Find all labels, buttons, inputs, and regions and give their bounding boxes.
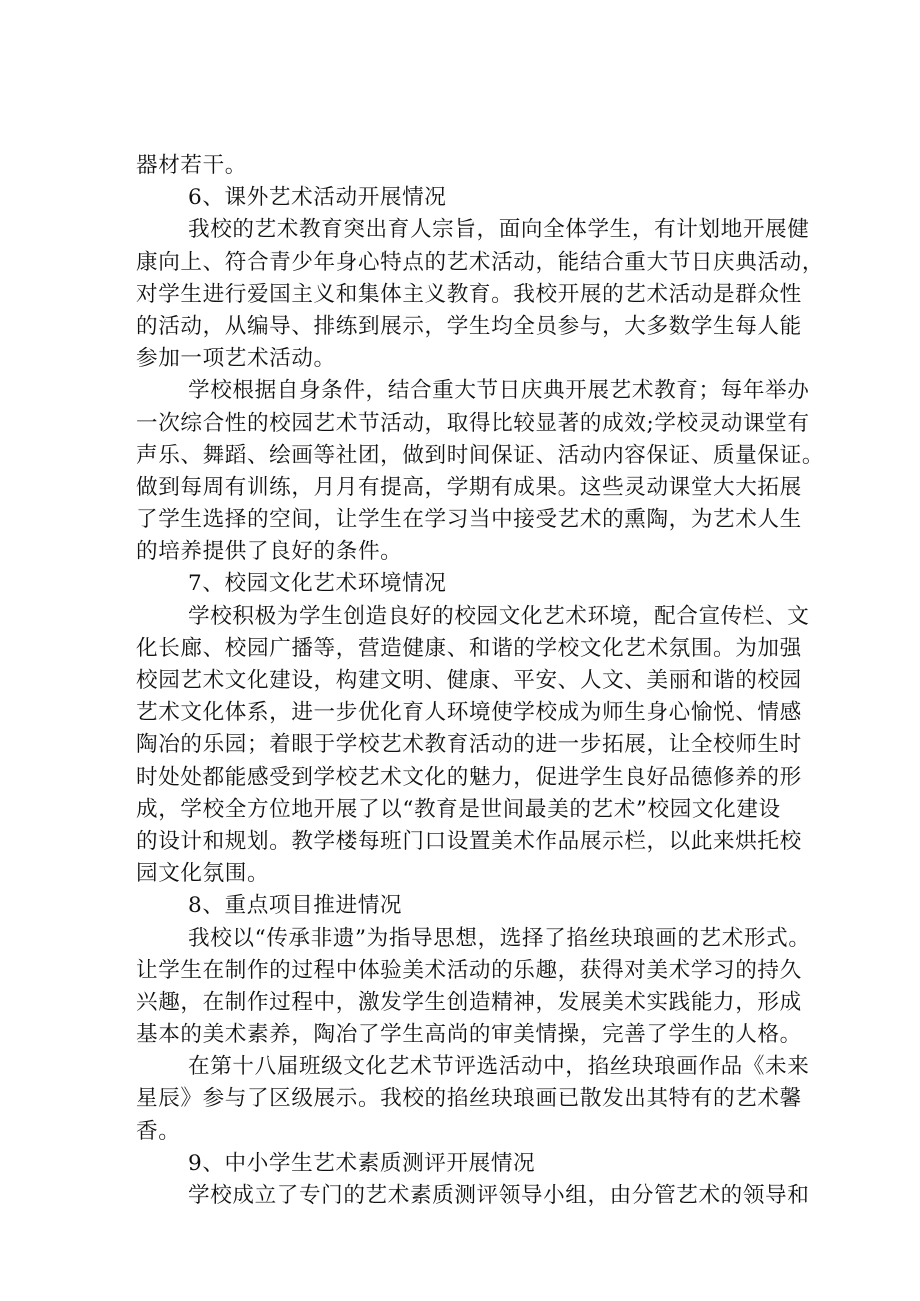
document-body: [136, 150, 825, 1212]
text-line: 我校以“传承非遗”为指导思想，选择了掐丝玦琅画的艺术形式。: [188, 925, 811, 951]
text-line: 的培养提供了良好的条件。: [136, 539, 403, 565]
text-line: 7、校园文化艺术环境情况: [188, 571, 447, 597]
text-line: 做到每周有训练，月月有提高，学期有成果。这些灵动课堂大大拓展: [136, 474, 802, 500]
text-line: 校园艺术文化建设，构建文明、健康、平安、人文、美丽和谐的校园: [136, 668, 802, 693]
text-line: 香。: [136, 1118, 181, 1144]
text-line: 我校的艺术教育突出育人宗旨，面向全体学生，有计划地开展健: [188, 217, 810, 243]
text-line: 了学生选择的空间，让学生在学习当中接受艺术的熏陶，为艺术人生: [136, 507, 802, 533]
text-line: 8、重点项目推进情况: [188, 893, 403, 919]
text-line: 在第十八届班级文化艺术节评选活动中，掐丝玦琅画作品《未来: [188, 1054, 810, 1080]
text-line: 时处处都能感受到学校艺术文化的魅力，促进学生良好品德修养的形: [136, 764, 802, 790]
text-line: 学校积极为学生创造良好的校园文化艺术环境，配合宣传栏、文: [188, 603, 810, 629]
text-line: 器材若干。: [136, 153, 247, 178]
text-line: 艺术文化体系，进一步优化育人环境使学校成为师生身心愉悦、情感: [136, 700, 802, 726]
text-line: 兴趣，在制作过程中，激发学生创造精神，发展美术实践能力，形成: [136, 989, 802, 1015]
text-line: 成，学校全方位地开展了以“教育是世间最美的艺术”校园文化建设: [136, 796, 781, 822]
text-line: 对学生进行爱国主义和集体主义教育。我校开展的艺术活动是群众性: [136, 281, 802, 307]
text-line: 声乐、舞蹈、绘画等社团，做到时间保证、活动内容保证、质量保证。: [136, 442, 825, 468]
text-line: 的设计和规划。教学楼每班门口设置美术作品展示栏，以此来烘托校: [136, 828, 802, 854]
text-line: 陶冶的乐园；着眼于学校艺术教育活动的进一步拓展，让全校师生时: [136, 732, 802, 758]
text-line: 园文化氛围。: [136, 861, 270, 887]
text-line: 让学生在制作的过程中体验美术活动的乐趣，获得对美术学习的持久: [136, 957, 802, 983]
text-line: 星辰》参与了区级展示。我校的掐丝玦琅画已散发出其特有的艺术馨: [136, 1086, 802, 1112]
text-line: 基本的美术素养，陶冶了学生高尚的审美情操，完善了学生的人格。: [136, 1022, 802, 1048]
text-line: 一次综合性的校园艺术节活动，取得比较显著的成效;学校灵动课堂有: [136, 410, 810, 436]
text-line: 9、中小学生艺术素质测评开展情况: [188, 1150, 536, 1176]
text-line: 学校成立了专门的艺术素质测评领导小组，由分管艺术的领导和: [188, 1183, 810, 1208]
text-line: 学校根据自身条件，结合重大节日庆典开展艺术教育；每年举办: [188, 378, 810, 404]
text-line: 的活动，从编导、排练到展示，学生均全员参与，大多数学生每人能: [136, 313, 802, 339]
text-line: 康向上、符合青少年身心特点的艺术活动，能结合重大节日庆典活动，: [136, 249, 825, 275]
text-line: 化长廊、校园广播等，营造健康、和谐的学校文化艺术氛围。为加强: [136, 635, 802, 661]
text-line: 参加一项艺术活动。: [136, 346, 336, 372]
text-line: 6、课外艺术活动开展情况: [188, 185, 447, 211]
